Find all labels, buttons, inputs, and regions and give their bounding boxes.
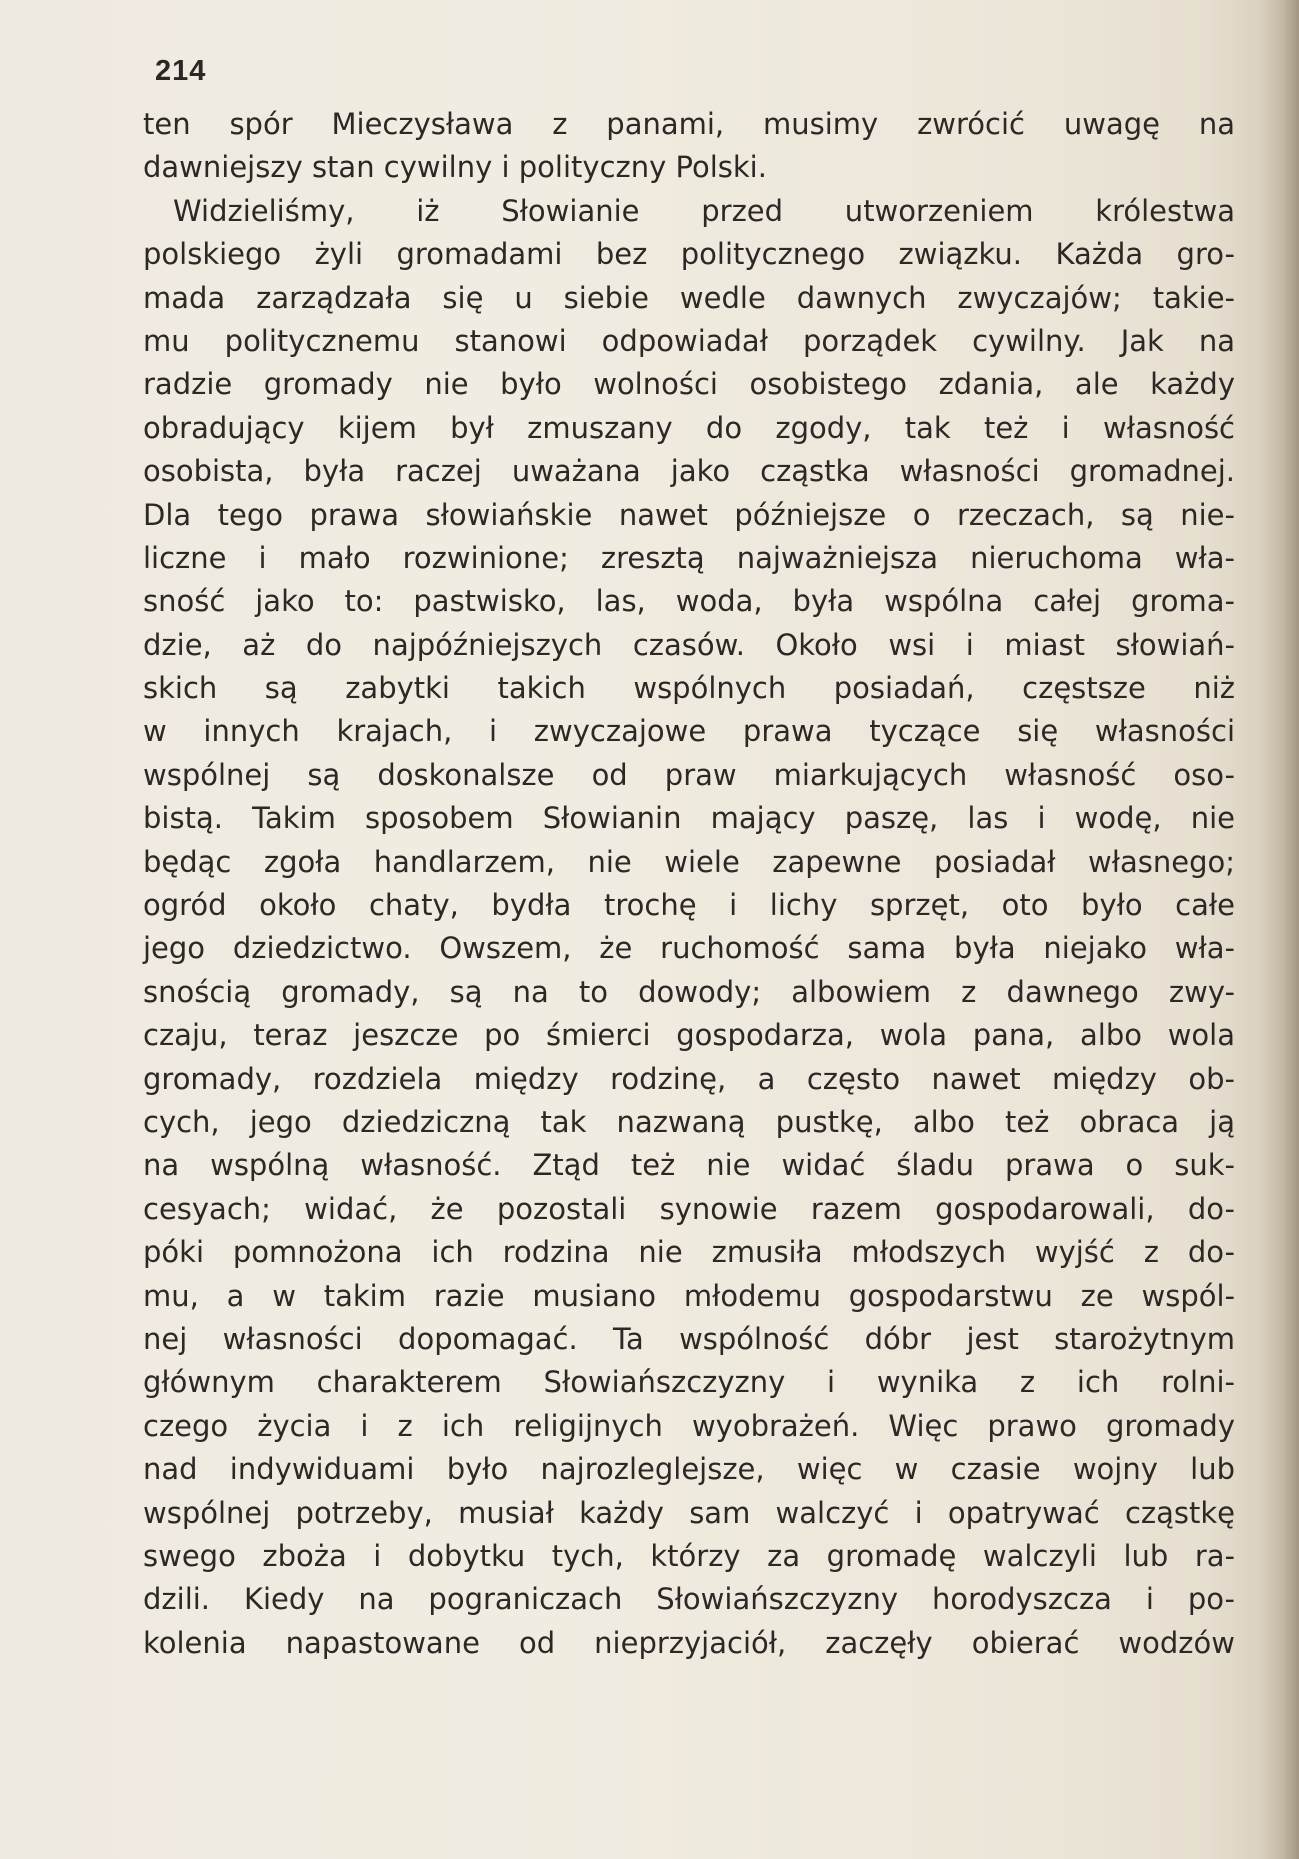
body-text — [143, 103, 1235, 1665]
text-line: gromady, rozdziela między rodzinę, a często nawet między ob- — [143, 1061, 1235, 1096]
text-line: czaju, teraz jeszcze po śmierci gospodarza, wola pana, albo wola — [143, 1018, 1235, 1053]
text-line: Dla tego prawa słowiańskie nawet późniejsze o rzeczach, są nie- — [143, 497, 1235, 532]
text-line: kolenia napastowane od nieprzyjaciół, zaczęły obierać wodzów — [143, 1625, 1235, 1660]
page-edge-shadow — [1259, 0, 1299, 1859]
text-line: będąc zgoła handlarzem, nie wiele zapewne posiadał własnego; — [143, 844, 1235, 879]
text-line: wspólnej potrzeby, musiał każdy sam walczyć i opatrywać cząstkę — [143, 1495, 1235, 1530]
text-line: póki pomnożona ich rodzina nie zmusiła młodszych wyjść z do- — [143, 1235, 1235, 1270]
text-line: na wspólną własność. Ztąd też nie widać śladu prawa o suk- — [143, 1148, 1235, 1183]
text-line: nad indywiduami było najrozleglejsze, więc w czasie wojny lub — [143, 1452, 1235, 1487]
text-line: nej własności dopomagać. Ta wspólność dóbr jest starożytnym — [143, 1321, 1235, 1356]
text-line: polskiego żyli gromadami bez politycznego związku. Każda gro- — [143, 237, 1235, 272]
text-line: osobista, była raczej uważana jako cząstka własności gromadnej. — [143, 454, 1235, 489]
text-line: Widzieliśmy, iż Słowianie przed utworzeniem królestwa — [173, 193, 1235, 228]
text-line: radzie gromady nie było wolności osobistego zdania, ale każdy — [143, 367, 1235, 402]
text-line: cesyach; widać, że pozostali synowie razem gospodarowali, do- — [143, 1191, 1235, 1226]
text-line: jego dziedzictwo. Owszem, że ruchomość sama była niejako wła- — [143, 931, 1235, 966]
text-line: snością gromady, są na to dowody; albowiem z dawnego zwy- — [143, 974, 1235, 1009]
text-line: ogród około chaty, bydła trochę i lichy sprzęt, oto było całe — [143, 888, 1235, 923]
text-line: głównym charakterem Słowiańszczyzny i wynika z ich rolni- — [143, 1365, 1235, 1400]
text-line: obradujący kijem był zmuszany do zgody, tak też i własność — [143, 410, 1235, 445]
text-line: dzili. Kiedy na pograniczach Słowiańszczyzny horodyszcza i po- — [143, 1582, 1235, 1617]
text-line: dzie, aż do najpóźniejszych czasów. Około wsi i miast słowiań- — [143, 627, 1235, 662]
text-line: bistą. Takim sposobem Słowianin mający paszę, las i wodę, nie — [143, 801, 1235, 836]
text-line: liczne i mało rozwinione; zresztą najważniejsza nieruchoma wła- — [143, 540, 1235, 575]
page-number: 214 — [155, 55, 207, 87]
text-line: mu, a w takim razie musiano młodemu gospodarstwu ze wspól- — [143, 1278, 1235, 1313]
text-line: w innych krajach, i zwyczajowe prawa tyczące się własności — [143, 714, 1235, 749]
text-line: mada zarządzała się u siebie wedle dawnych zwyczajów; takie- — [143, 280, 1235, 315]
text-line: dawniejszy stan cywilny i polityczny Polski. — [143, 150, 767, 185]
text-line: czego życia i z ich religijnych wyobrażeń. Więc prawo gromady — [143, 1408, 1235, 1443]
text-line: cych, jego dziedziczną tak nazwaną pustkę, albo też obraca ją — [143, 1104, 1235, 1139]
text-line: swego zboża i dobytku tych, którzy za gromadę walczyli lub ra- — [143, 1538, 1235, 1573]
text-line: ten spór Mieczysława z panami, musimy zwrócić uwagę na — [143, 107, 1235, 141]
text-line: mu politycznemu stanowi odpowiadał porządek cywilny. Jak na — [143, 323, 1235, 358]
text-line: sność jako to: pastwisko, las, woda, była wspólna całej groma- — [143, 584, 1235, 619]
text-line: skich są zabytki takich wspólnych posiadań, częstsze niż — [143, 671, 1235, 706]
text-line: wspólnej są doskonalsze od praw miarkujących własność oso- — [143, 757, 1235, 792]
